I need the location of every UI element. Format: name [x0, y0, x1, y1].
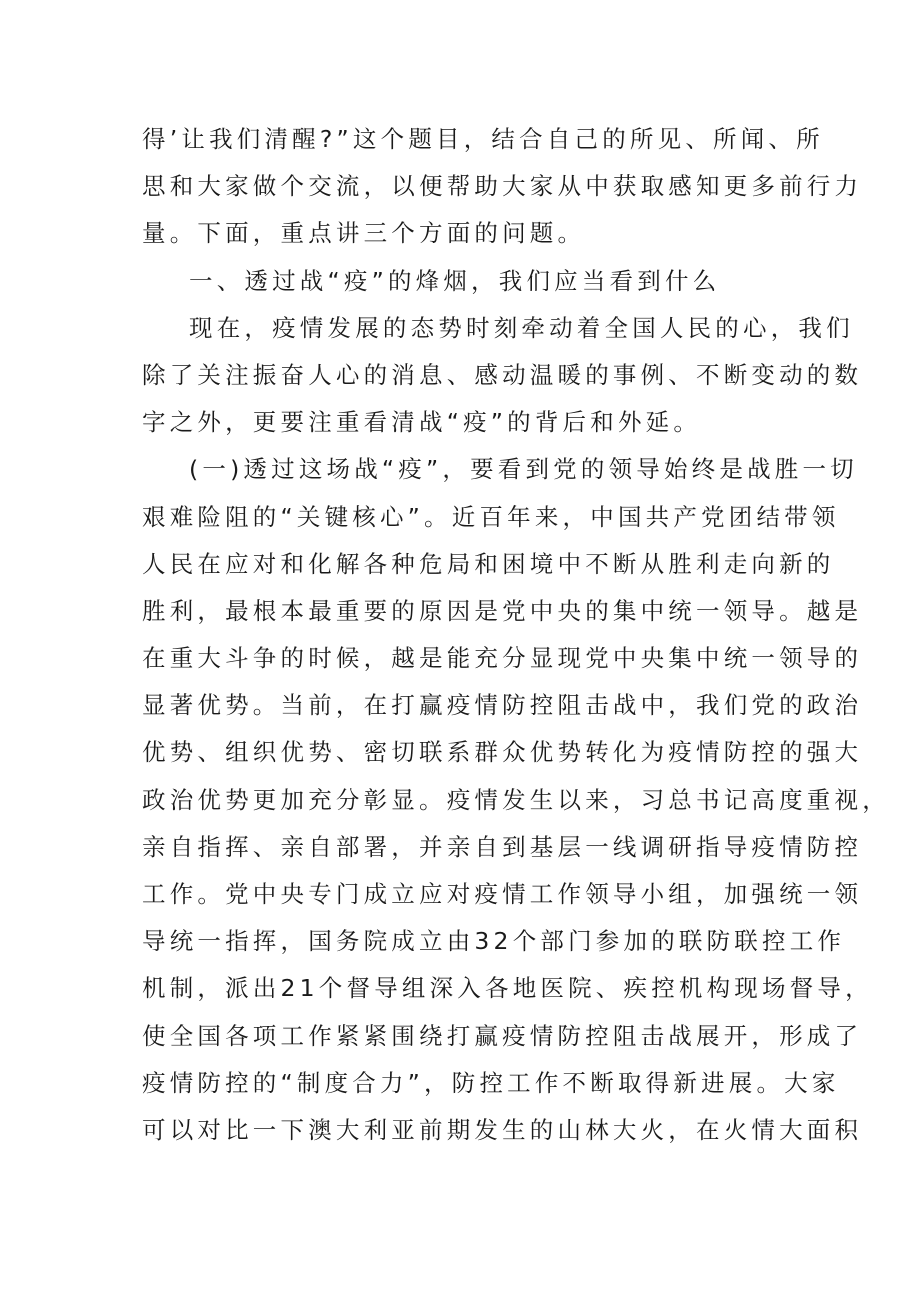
text-line: 思和大家做个交流，以便帮助大家从中获取感知更多前行力 [142, 172, 863, 201]
text-line: 工作。党中央专门成立应对疫情工作领导小组，加强统一领 [142, 880, 863, 908]
text-line: 除了关注振奋人心的消息、感动温暖的事例、不断变动的数 [142, 360, 863, 389]
text-line: 人民在应对和化解各种危局和困境中不断从胜利走向新的 [142, 549, 835, 578]
text-line: 艰难险阻的“关键核心”。近百年来，中国共产党团结带领 [142, 502, 840, 531]
text-line: 亲自指挥、亲自部署，并亲自到基层一线调研指导疫情防控 [142, 832, 863, 861]
text-line: 使全国各项工作紧紧围绕打赢疫情防控阻击战展开，形成了 [142, 1021, 863, 1050]
section-heading: 一、透过战“疫”的烽烟，我们应当看到什么 [189, 266, 721, 295]
text-line: 量。下面，重点讲三个方面的问题。 [142, 219, 586, 248]
subsection-heading: (一)透过这场战“疫”，要看到党的领导始终是战胜一切 [189, 455, 858, 484]
text-line: 现在，疫情发展的态势时刻牵动着全国人民的心，我们 [189, 313, 854, 342]
body-text [142, 116, 890, 1154]
text-line: 机制，派出21个督导组深入各地医院、疾控机构现场督导， [142, 974, 873, 1003]
text-line: 显著优势。当前，在打赢疫情防控阻击战中，我们党的政治 [142, 691, 863, 720]
text-line: 胜利，最根本最重要的原因是党中央的集中统一领导。越是 [142, 596, 863, 625]
text-line: 在重大斗争的时候，越是能充分显现党中央集中统一领导的 [142, 644, 863, 673]
text-line: 可以对比一下澳大利亚前期发生的山林大火，在火情大面积 [142, 1115, 863, 1144]
text-line: 优势、组织优势、密切联系群众优势转化为疫情防控的强大 [142, 738, 863, 767]
text-line: 政治优势更加充分彰显。疫情发生以来，习总书记高度重视， [142, 785, 890, 814]
text-line: 字之外，更要注重看清战“疫”的背后和外延。 [142, 408, 702, 437]
text-line: 疫情防控的“制度合力”，防控工作不断取得新进展。大家 [142, 1068, 840, 1097]
text-line: 得’让我们清醒?”这个题目，结合自己的所见、所闻、所 [142, 125, 824, 153]
text-line: 导统一指挥，国务院成立由32个部门参加的联防联控工作 [142, 927, 846, 956]
